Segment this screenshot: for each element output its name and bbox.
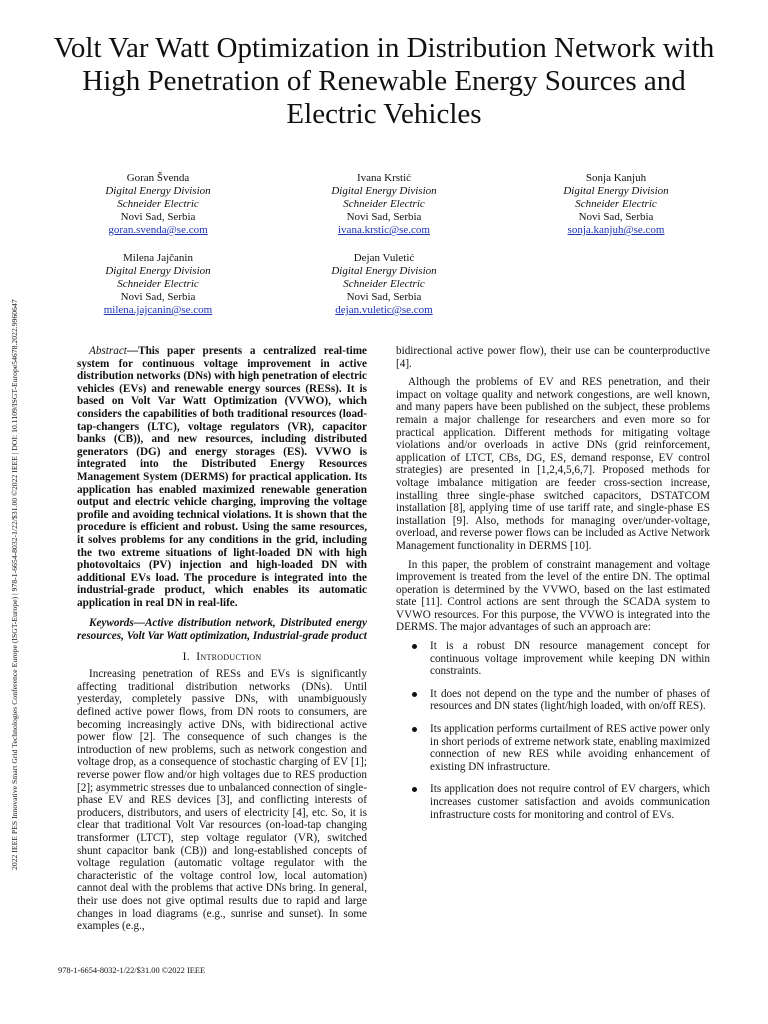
keywords: Keywords—Active distribution network, Distributed energy resources, Volt Var Watt optimization, Industrial-grade product bbox=[77, 617, 367, 643]
left-column bbox=[77, 345, 367, 939]
continuation-paragraph: bidirectional active power flow), their use can be counterproductive [4]. bbox=[396, 345, 710, 370]
author-division: Digital Energy Division bbox=[331, 185, 437, 197]
bullet-icon bbox=[412, 787, 417, 792]
bullet-icon bbox=[412, 692, 417, 697]
list-item-text: It does not depend on the type and the number of phases of resources and DN states (light/high loaded, with on/off RES). bbox=[430, 687, 710, 713]
intro-paragraph: Increasing penetration of RESs and EVs is significantly affecting traditional distribution networks (DNs). Until yesterday, completely passive DNs, with unambiguously defined active power flows, from DN roots to consumers, are becoming increasingly active DNs, with bidirectional active power flow [2]. The consequence of such changes is the introduction of new problems, such as network congestion and voltage drop, as a consequence of stochastic charging of EV [1]; reverse power flow and/or high voltages due to RES production [2]; asymmetric stresses due to unbalanced connection of single-phase EV and RES devices [3], and conflicting interests of producers, distributors, and users of electricity [4], etc. So, it is clear that traditional Volt Var resources (on-load-tap changing transformer (LTCT), step voltage regulator (VR), switched shunt capacitor bank (CB)) and long-established concepts of voltage regulation (automatic voltage regulator with the characteristic of the voltage control low, local automation) cannot deal with the problems that active DNs bring. In general, their use does not give optimal results due to rapid and large changes in load diagrams (e.g., sunrise and sunset). In some examples (e.g., bbox=[77, 668, 367, 933]
bullet-icon bbox=[412, 727, 417, 732]
paper-title: Volt Var Watt Optimization in Distribution Network with High Penetration of Renewable Energy Sources and Electric Vehicles bbox=[53, 32, 715, 130]
author-division: Digital Energy Division bbox=[331, 265, 437, 277]
author-email[interactable]: goran.svenda@se.com bbox=[108, 224, 208, 236]
side-citation bbox=[10, 150, 22, 870]
author-name: Ivana Krstić bbox=[356, 172, 412, 184]
abstract bbox=[77, 345, 367, 609]
right-column bbox=[396, 345, 710, 831]
author-card bbox=[58, 172, 258, 237]
author-card bbox=[284, 172, 484, 237]
list-item-text: Its application performs curtailment of RES active power only in short periods of extreme network state, enabling maximized connection of new RES while avoiding enhancement of existing DN infrastructure. bbox=[430, 723, 710, 773]
section-heading bbox=[77, 651, 367, 664]
author-company: Schneider Electric bbox=[343, 278, 425, 290]
side-citation-text: 2022 IEEE PES Innovative Smart Grid Technologies Conference Europe (ISGT-Europe) | 978-1-6654-8032-1/22/$31.00 ©2022 IEEE | DOI: 10.1109/ISGT-Europe54678.2022.9960647 bbox=[10, 299, 19, 870]
list-item-text: Its application does not require control of EV chargers, which increases customer satisfaction and avoids communication infrastructure costs for monitoring and control of EVs. bbox=[430, 783, 710, 821]
advantages-list bbox=[396, 640, 710, 821]
bullet-icon bbox=[412, 644, 417, 649]
abstract-lead: Abstract bbox=[89, 345, 127, 357]
list-item bbox=[396, 688, 710, 713]
list-item bbox=[396, 723, 710, 773]
footer-copyright: 978-1-6654-8032-1/22/$31.00 ©2022 IEEE bbox=[58, 966, 206, 975]
body-paragraph: In this paper, the problem of constraint management and voltage improvement is treated from the level of the entire DN. The optimal operation is determined by the VVWO, based on the last estimated state [11]. Control actions are sent through the SCADA system to VVWO resources. For this purpose, the VVWO is integrated into the DERMS. The major advantages of such an approach are: bbox=[396, 558, 710, 634]
author-city: Novi Sad, Serbia bbox=[346, 211, 422, 223]
author-email[interactable]: dejan.vuletic@se.com bbox=[335, 304, 433, 316]
author-company: Schneider Electric bbox=[117, 198, 199, 210]
section-title: Introduction bbox=[196, 650, 262, 663]
abstract-text: —This paper presents a centralized real-time system for continuous voltage improvement in active distribution networks (DNs) with high penetration of electric vehicles (EVs) and renewable energy sources (RESs). It is based on Volt Var Watt Optimization (VVWO), which considers the capabilities of both traditional resources (load-tap-changers (LTC), voltage regulators (VR), capacitor banks (CB)), and new resources, including distributed generators (DG) and energy storages (ES). VVWO is integrated into the Distributed Energy Resources Management System (DERMS) for practical application. Its application has enabled maximized renewable generation output and electric vehicle charging, improving the voltage profile and avoiding technical violations. It is shown that the procedure is efficient and robust. Using the same resources, it solves problems for any conditions in the grid, including the two extreme situations of light-loaded DN with high photovoltaics (PV) injection and high-loaded DN with additional EVs load. The procedure is integrated into the industrial-grade product, which enables its automatic application in real DN in real-life. bbox=[77, 345, 367, 609]
section-number: I. bbox=[182, 650, 190, 663]
author-card bbox=[516, 172, 716, 237]
author-city: Novi Sad, Serbia bbox=[120, 291, 196, 303]
author-email[interactable]: ivana.krstic@se.com bbox=[338, 224, 430, 236]
author-company: Schneider Electric bbox=[117, 278, 199, 290]
author-name: Dejan Vuletić bbox=[353, 252, 415, 264]
author-city: Novi Sad, Serbia bbox=[120, 211, 196, 223]
author-email[interactable]: sonja.kanjuh@se.com bbox=[567, 224, 665, 236]
author-name: Goran Švenda bbox=[126, 172, 190, 184]
author-division: Digital Energy Division bbox=[563, 185, 669, 197]
body-paragraph: Although the problems of EV and RES penetration, and their impact on voltage quality and network congestions, are well known, and many papers have been published on the subject, these problems remain a major challenge for researchers and even more so for practical application. Different methods for mitigating voltage violations and/or overloads in active DNs (grid reinforcement, application of LTCT, CBs, DG, ES, demand response, EV control strategies) are presented in [1,2,4,5,6,7]. Proposed methods for voltage imbalance mitigation are feeder cross-section increase, installing three single-phase switched capacitors, DSTATCOM installation [8], applying time of use tariff rate, and single-phase ES installation [9]. Also, methods for managing over/under-voltage, overload, and reverse power flows can be included as Active Network Management functionality in DERMS [10]. bbox=[396, 376, 710, 552]
list-item bbox=[396, 640, 710, 678]
author-division: Digital Energy Division bbox=[105, 185, 211, 197]
author-name: Sonja Kanjuh bbox=[585, 172, 647, 184]
list-item-text: It is a robust DN resource management concept for continuous voltage improvement while keeping DN within constraints. bbox=[430, 640, 710, 678]
author-city: Novi Sad, Serbia bbox=[578, 211, 654, 223]
author-city: Novi Sad, Serbia bbox=[346, 291, 422, 303]
author-email[interactable]: milena.jajcanin@se.com bbox=[103, 304, 213, 316]
author-company: Schneider Electric bbox=[343, 198, 425, 210]
author-card bbox=[58, 252, 258, 317]
author-company: Schneider Electric bbox=[575, 198, 657, 210]
author-card bbox=[284, 252, 484, 317]
list-item bbox=[396, 783, 710, 821]
author-name: Milena Jajčanin bbox=[123, 252, 193, 264]
author-division: Digital Energy Division bbox=[105, 265, 211, 277]
